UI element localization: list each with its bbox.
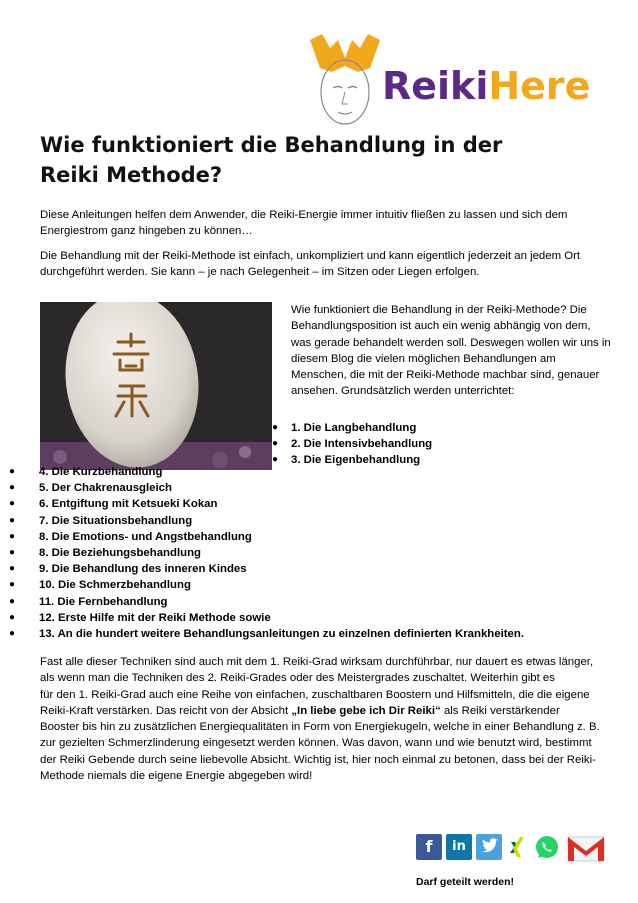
face-hands-logo-icon	[300, 30, 390, 130]
reikihere-logo	[300, 30, 590, 130]
list-item: ● 5. Der Chakrenausgleich	[39, 480, 524, 496]
bullet-icon: ●	[272, 454, 279, 466]
bullet-icon: ●	[9, 563, 16, 575]
bullet-icon: ●	[9, 595, 16, 607]
list-item: ● 6. Entgiftung mit Ketsueki Kokan	[39, 496, 524, 512]
intro-paragraph: Diese Anleitungen helfen dem Anwender, die Reiki-Energie immer intuitiv fließen zu lassen und sich dem Energiestrom ganz hingeben zu können…	[40, 209, 568, 238]
gmail-icon[interactable]	[566, 834, 606, 860]
bullet-icon: ●	[9, 611, 16, 623]
list-item: ● 11. Die Fernbehandlung	[39, 594, 524, 610]
share-note: Darf geteilt werden!	[416, 876, 515, 888]
logo-wordmark: ReikiHere	[382, 64, 591, 108]
list-item: ● 9. Die Behandlung des inneren Kindes	[39, 561, 524, 577]
list-item: ● 8. Die Emotions- und Angstbehandlung	[39, 529, 524, 545]
reiki-stone-image	[40, 302, 272, 470]
bullet-icon: ●	[9, 466, 16, 477]
facebook-icon[interactable]: f	[416, 834, 442, 860]
bullet-icon: ●	[9, 547, 16, 559]
linkedin-icon[interactable]: in	[446, 834, 472, 860]
behandlung-paragraph: Die Behandlung mit der Reiki-Methode ist einfach, unkompliziert und kann eigentlich jederzeit an jedem Ort durchgeführt werden. Sie kann – je nach Gelegenheit – im Sitzen oder Liegen erfolgen.	[40, 250, 581, 279]
treatment-list-long	[9, 464, 525, 642]
list-item: ● 2. Die Intensivbehandlung	[291, 436, 432, 452]
page-title: Wie funktioniert die Behandlung in der Reiki Methode?	[40, 133, 503, 187]
social-share-bar	[416, 834, 611, 864]
bullet-icon: ●	[9, 530, 16, 542]
list-item: ● 1. Die Langbehandlung	[291, 420, 432, 436]
twitter-icon[interactable]	[476, 834, 502, 860]
whatsapp-icon[interactable]	[534, 834, 560, 860]
bullet-icon: ●	[9, 498, 16, 510]
list-item: ● 8. Die Beziehungsbehandlung	[39, 545, 524, 561]
bullet-icon: ●	[9, 628, 16, 640]
techniques-paragraph: Fast alle dieser Techniken sind auch mit dem 1. Reiki-Grad wirksam durchführbar, nur dauert es etwas länger, als wenn man die Techniken des 2. Reiki-Grades oder des Meistergrades zuschaltet. Weiterhin gibt es für den 1. Reiki-Grad auch eine Reihe von einfachen, zuschaltbaren Boostern und Hilfsmitteln, die die eigene Reiki-Kraft verstärken. Das reicht von der Absicht „In liebe gebe ich Dir Reiki“ als Reiki verstärkender Booster bis hin zu zusätzlichen Energiequalitäten in Form von Energiekugeln, welche in einer Behandlung z. B. zur gezielten Schmerzlinderung eingesetzt werden können. Was davon, wann und wie benutzt wird, bestimmt der Reiki Gebende durch seine liebevolle Absicht. Wichtig ist, hier noch einmal zu betonen, dass bei der Reiki-Methode niemals die eigene Energie abgegeben wird!	[40, 656, 600, 783]
side-intro-text: Wie funktioniert die Behandlung in der Reiki-Methode? Die Behandlungsposition ist auch ein wenig abhängig von dem, was gerade behandelt werden soll. Deswegen wollen wir uns in diesem Blog die vielen möglichen Behandlungen am Menschen, die mit der Reiki-Methode machbar sind, genauer ansehen. Grundsätzlich werden unterrichtet:	[291, 304, 611, 398]
list-item: ● 12. Erste Hilfe mit der Reiki Methode sowie	[39, 610, 524, 626]
list-item: ● 3. Die Eigenbehandlung	[291, 452, 432, 468]
list-item: ● 13. An die hundert weitere Behandlungsanleitungen zu einzelnen definierten Krankheiten.	[39, 626, 524, 642]
treatment-list-short	[272, 420, 433, 469]
bullet-icon: ●	[9, 579, 16, 591]
list-item: ● 7. Die Situationsbehandlung	[39, 513, 524, 529]
bullet-icon: ●	[9, 514, 16, 526]
booster-phrase: „In liebe gebe ich Dir Reiki“	[291, 704, 441, 717]
bullet-icon: ●	[272, 438, 279, 450]
list-item: ● 4. Die Kurzbehandlung	[39, 464, 524, 480]
list-item: ● 10. Die Schmerzbehandlung	[39, 577, 524, 593]
bullet-icon: ●	[9, 482, 16, 494]
bullet-icon: ●	[272, 422, 279, 433]
xing-icon[interactable]	[506, 834, 532, 860]
